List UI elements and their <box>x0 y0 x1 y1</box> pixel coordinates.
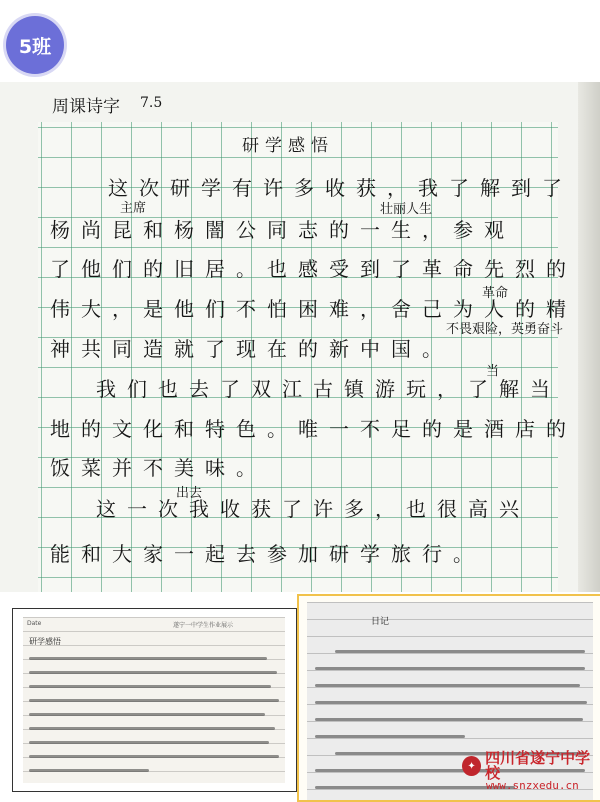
correction-1: 主席 <box>120 201 147 216</box>
right-title: 日记 <box>371 617 390 627</box>
left-title: 研学感悟 <box>29 637 61 646</box>
header-date: 7.5 <box>140 95 163 111</box>
school-logo-icon: ✦ <box>462 756 481 776</box>
class-badge-label: 5班 <box>18 35 52 58</box>
essay-title: 研学感悟 <box>242 136 334 156</box>
left-school-label: 遂宁一中学生作业展示 <box>173 622 234 629</box>
essay-line-3: 了他们的旧居。也感受到了革命先烈的 <box>50 257 577 281</box>
essay-line-9: 这一次我收获了许多，也很高兴 <box>96 497 530 521</box>
class-badge <box>6 16 64 74</box>
school-watermark <box>462 749 600 782</box>
watermark-text: 四川省遂宁中学校 <box>485 749 591 782</box>
essay-line-1: 这次研学有许多收获，我了解到了 <box>108 176 573 200</box>
essay-line-5: 神共同造就了现在的新中国。 <box>50 337 453 361</box>
correction-6: 出去 <box>176 486 203 501</box>
left-date-label: Date <box>27 620 42 627</box>
left-homework-photo <box>12 608 297 792</box>
essay-line-7: 地的文化和特色。唯一不足的是酒店的 <box>50 417 577 441</box>
watermark-url: www.snzxedu.cn <box>486 779 579 792</box>
paper-shadow <box>578 82 600 592</box>
essay-line-10: 能和大家一起去参加研学旅行。 <box>50 542 484 566</box>
left-photo-paper <box>23 617 285 783</box>
correction-5: 当 <box>486 364 500 379</box>
essay-line-2: 杨尚昆和杨闇公同志的一生，参观 <box>50 218 515 242</box>
essay-line-6: 我们也去了双江古镇游玩，了解当 <box>96 377 561 401</box>
essay-line-4: 伟大，是他们不怕困难，舍己为人的精 <box>50 297 577 321</box>
essay-line-8: 饭菜并不美味。 <box>50 456 267 480</box>
correction-4: 不畏艰险，英勇奋斗 <box>446 322 564 337</box>
correction-3: 革命 <box>482 286 509 301</box>
header-name: 周课诗字 <box>52 97 120 117</box>
correction-2: 壮丽人生 <box>380 202 433 217</box>
